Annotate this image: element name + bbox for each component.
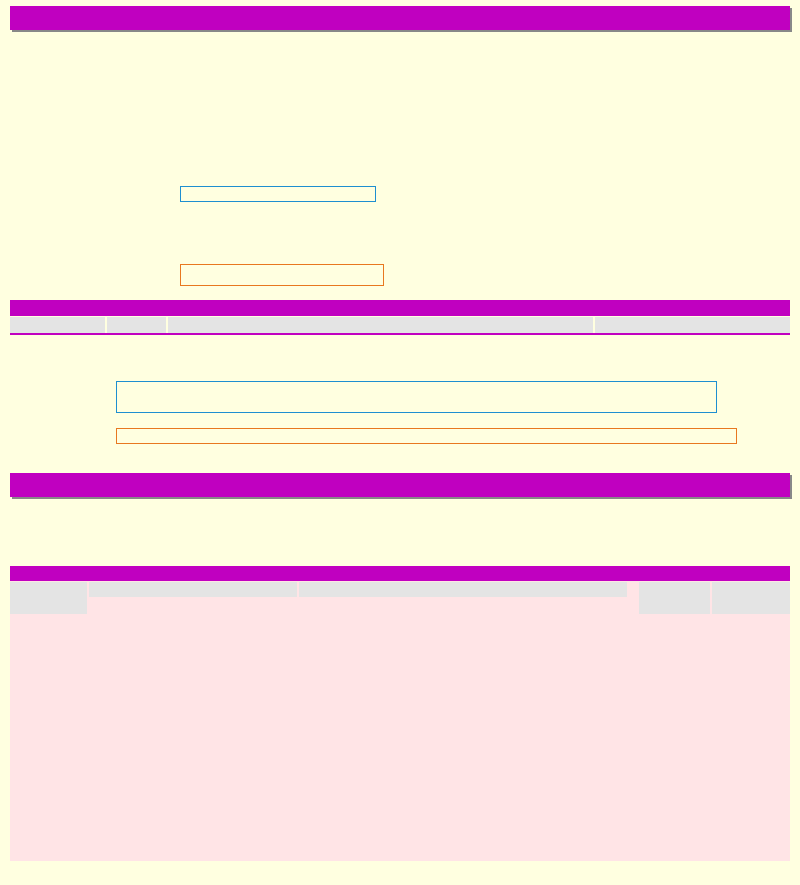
col-place-dance <box>639 582 710 614</box>
marks-title <box>10 566 790 581</box>
col-country <box>595 317 790 333</box>
report-title <box>10 473 790 497</box>
highlight-adjudicator-b <box>180 186 376 202</box>
col-no <box>107 317 166 333</box>
list-of-couples-title <box>10 300 790 316</box>
col-calculation <box>299 582 627 597</box>
col-sum-places <box>712 582 790 614</box>
col-couple-no <box>10 582 87 614</box>
highlight-couples-34-25 <box>116 381 717 413</box>
highlight-adjudicator-g <box>180 264 384 286</box>
competition-listing-title <box>10 6 790 30</box>
highlight-couple-44 <box>116 428 737 444</box>
col-place <box>10 317 105 333</box>
col-adjudicators <box>89 582 297 597</box>
col-name <box>168 317 593 333</box>
couples-header-divider <box>10 333 790 335</box>
